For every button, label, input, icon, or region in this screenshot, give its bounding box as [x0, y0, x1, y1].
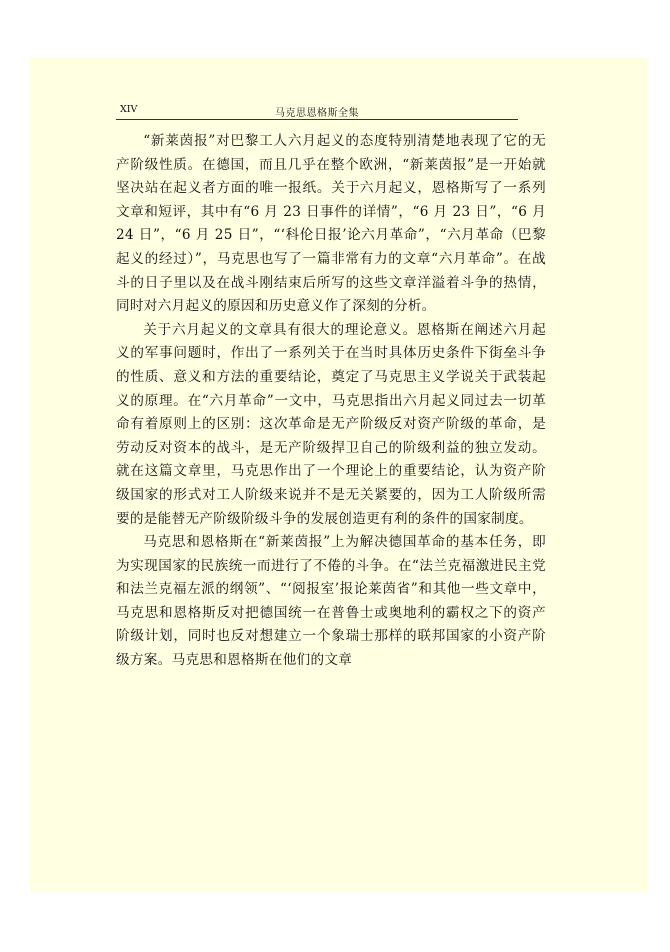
running-header — [116, 103, 518, 120]
page-number: XIV — [120, 104, 138, 115]
paragraph: 关于六月起义的文章具有很大的理论意义。恩格斯在阐述六月起义的军事问题时，作出了一系列关于在当时具体历史条件下街垒斗争的性质、意义和方法的重要结论，奠定了马克思主义学说关于武装起义的原理。在“六月革命”一文中，马克思指出六月起义同过去一切革命有着原则上的区别：这次革命是无产阶级反对资产阶级的革命，是劳动反对资本的战斗，是无产阶级捍卫自己的阶级利益的独立发动。就在这篇文章里，马克思作出了一个理论上的重要结论，认为资产阶级国家的形式对工人阶级来说并不是无关紧要的，因为工人阶级所需要的是能替无产阶级阶级斗争的发展创造更有利的条件的国家制度。 — [116, 321, 546, 527]
book-title: 马克思恩格斯全集 — [275, 108, 359, 119]
paragraph: 马克思和恩格斯在“新莱茵报”上为解决德国革命的基本任务，即为实现国家的民族统一而进行了不倦的斗争。在“法兰克福激进民主党和法兰克福左派的纲领”、“‘阅报室’报论莱茵省”和其他一些文章中，马克思和恩格斯反对把德国统一在普鲁士或奥地利的霸权之下的资产阶级计划，同时也反对想建立一个象瑞士那样的联邦国家的小资产阶级方案。马克思和恩格斯在他们的文章 — [116, 534, 546, 669]
body-text — [116, 130, 546, 673]
paragraph: “新莱茵报”对巴黎工人六月起义的态度特别清楚地表现了它的无产阶级性质。在德国，而且几乎在整个欧洲，“新莱茵报”是一开始就坚决站在起义者方面的唯一报纸。关于六月起义，恩格斯写了一系列文章和短评，其中有“6 月 23 日事件的详情”，“6 月 23 日”，“6 月 24 日”，“6 月 25 日”，“‘科伦日报’论六月革命”，“六月革命（巴黎起义的经过）”，马克思也写了一篇非常有力的文章“六月革命”。在战斗的日子里以及在战斗刚结束后所写的这些文章洋溢着斗争的热情，同时对六月起义的原因和历史意义作了深刻的分析。 — [116, 133, 546, 315]
